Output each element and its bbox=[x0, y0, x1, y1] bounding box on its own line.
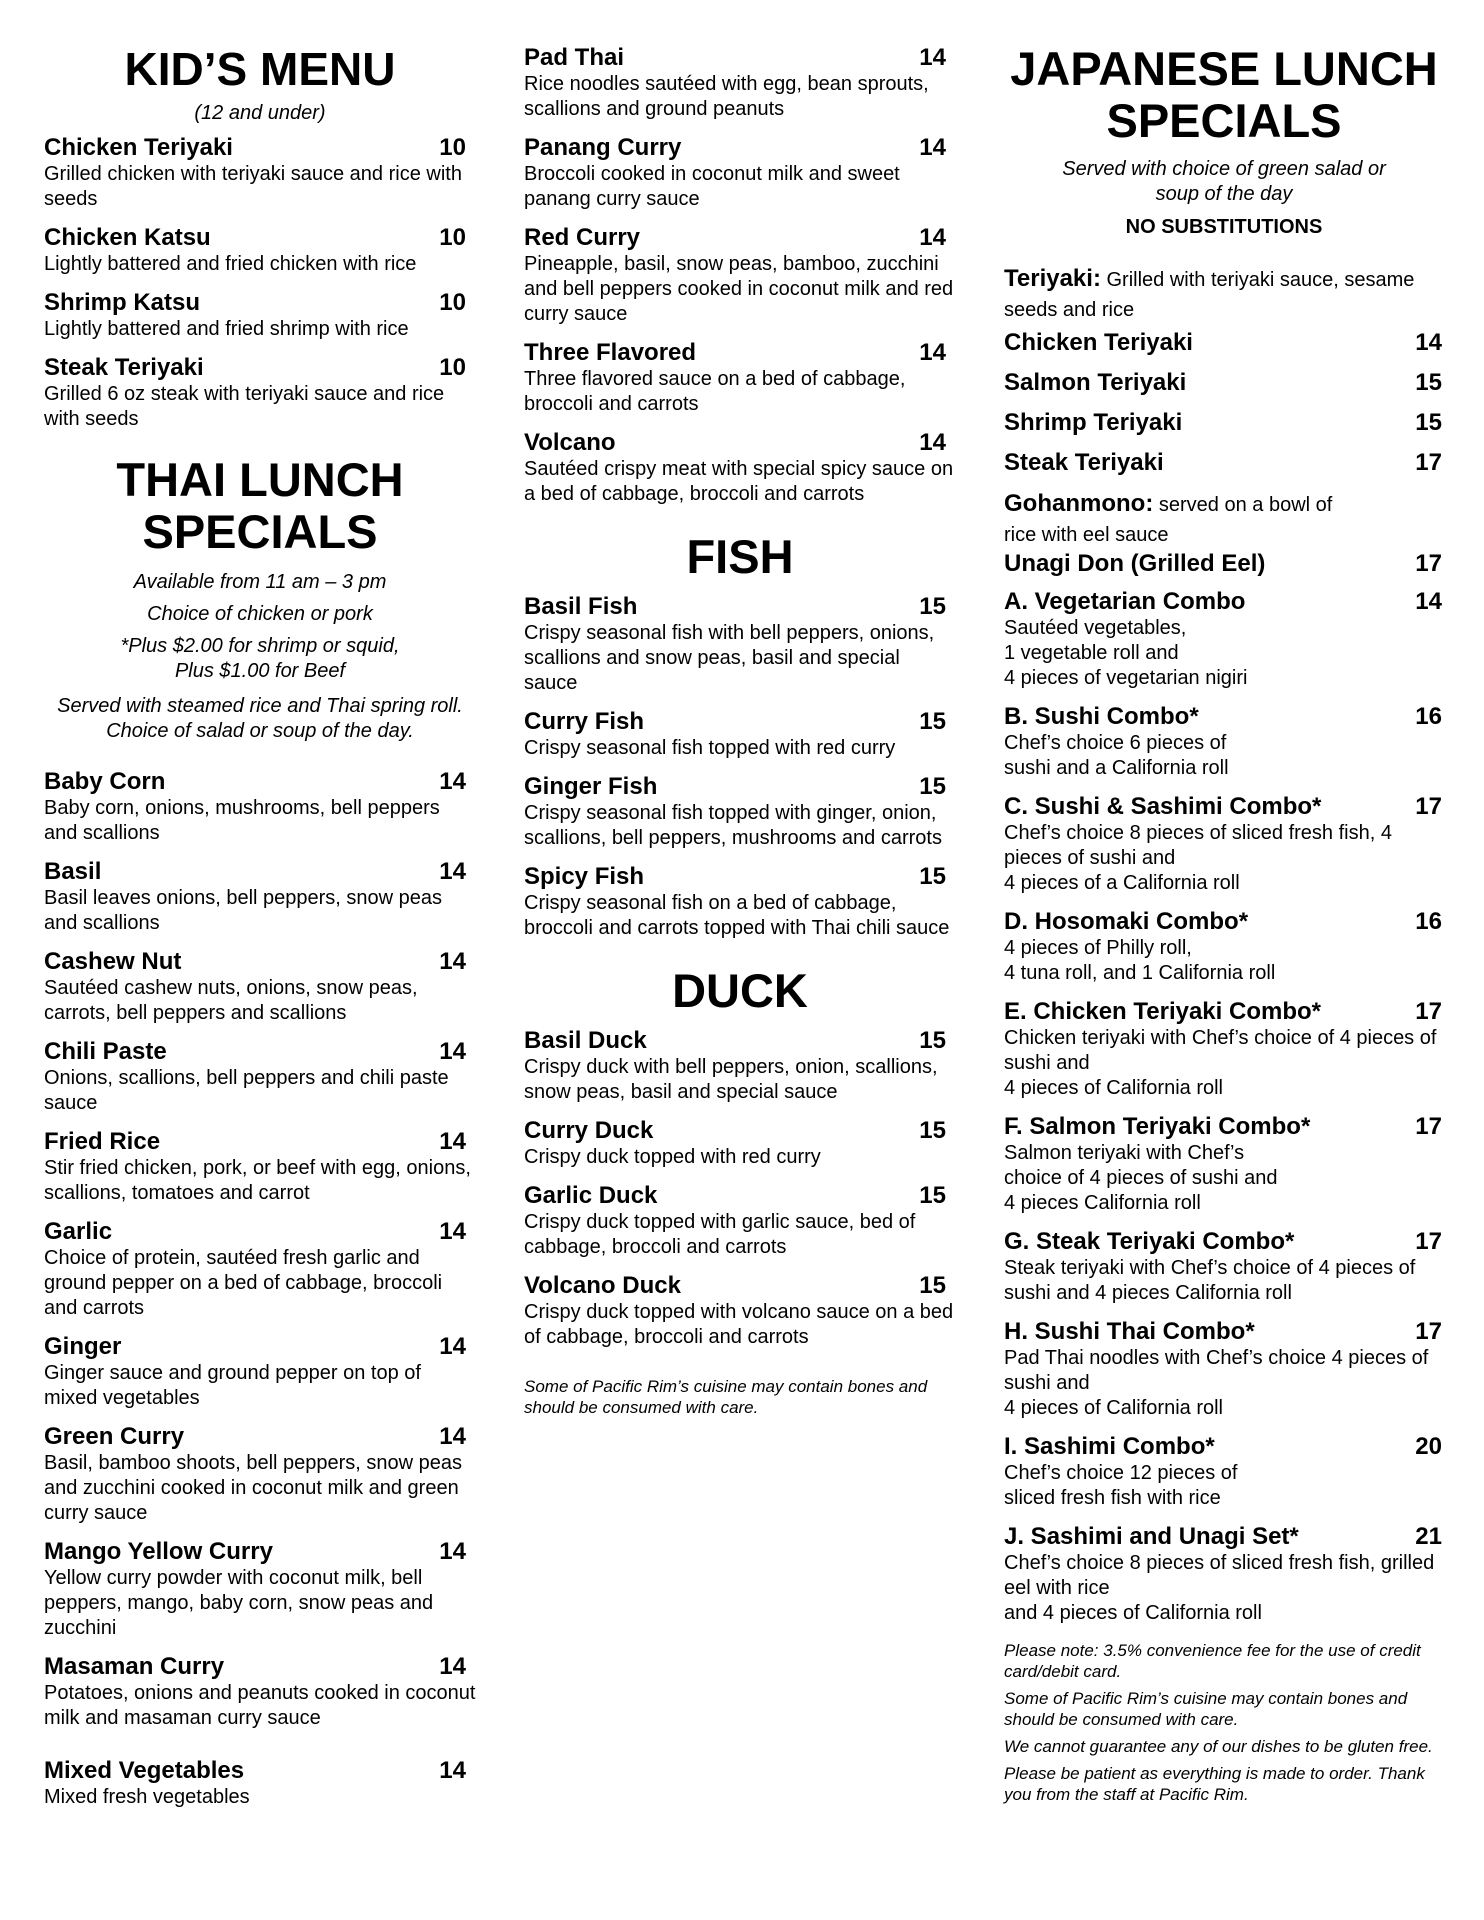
menu-item-description: 4 pieces California roll bbox=[1004, 1192, 1201, 1214]
menu-item-price: 14 bbox=[439, 768, 466, 795]
menu-item-name: Basil Fish bbox=[524, 593, 638, 620]
menu-item-header bbox=[1004, 1318, 1444, 1346]
gohanmono-item-list bbox=[1004, 550, 1444, 578]
menu-item-description: 4 pieces of California roll bbox=[1004, 1077, 1223, 1099]
menu-item-header bbox=[1004, 1113, 1444, 1141]
menu-item-description: Potatoes, onions and peanuts cooked in coconut milk and masaman curry sauce bbox=[44, 1682, 476, 1729]
teriyaki-description: Grilled with teriyaki sauce, sesame seeds and rice bbox=[1004, 269, 1415, 321]
menu-item-description: choice of 4 pieces of sushi and bbox=[1004, 1167, 1278, 1189]
menu-item-description: 4 pieces of vegetarian nigiri bbox=[1004, 667, 1248, 689]
menu-item-price: 14 bbox=[439, 1653, 466, 1680]
menu-item bbox=[1004, 703, 1444, 781]
menu-item-name: Volcano bbox=[524, 429, 616, 456]
menu-item bbox=[524, 1272, 956, 1350]
menu-item-name: Curry Fish bbox=[524, 708, 645, 735]
column-left bbox=[44, 0, 476, 1822]
menu-item-price: 14 bbox=[919, 224, 946, 251]
menu-item-description: Pad Thai noodles with Chef’s choice 4 pieces of sushi and bbox=[1004, 1347, 1429, 1394]
menu-item-price: 15 bbox=[919, 593, 946, 620]
menu-item-description: Steak teriyaki with Chef’s choice of 4 pieces of sushi and 4 pieces California roll bbox=[1004, 1257, 1416, 1304]
menu-item-description: Pineapple, basil, snow peas, bamboo, zucchini and bell peppers cooked in coconut milk and red curry sauce bbox=[524, 253, 954, 325]
menu-item-description: Ginger sauce and ground pepper on top of mixed vegetables bbox=[44, 1362, 421, 1409]
menu-item-name: Mango Yellow Curry bbox=[44, 1538, 273, 1565]
menu-item bbox=[1004, 793, 1444, 896]
menu-item-description: Chef’s choice 8 pieces of sliced fresh fish, grilled eel with rice bbox=[1004, 1552, 1435, 1599]
menu-item-description: Choice of protein, sautéed fresh garlic and ground pepper on a bed of cabbage, broccoli and carrots bbox=[44, 1247, 443, 1319]
menu-item-name: Three Flavored bbox=[524, 339, 697, 366]
menu-item-description: sliced fresh fish with rice bbox=[1004, 1487, 1221, 1509]
menu-item bbox=[1004, 1228, 1444, 1306]
column-right bbox=[1004, 0, 1444, 1811]
menu-item-name: Cashew Nut bbox=[44, 948, 182, 975]
menu-item-price: 15 bbox=[919, 1117, 946, 1144]
menu-item-name: Chicken Katsu bbox=[44, 224, 211, 251]
menu-item bbox=[44, 289, 476, 342]
menu-item-description: Lightly battered and fried shrimp with rice bbox=[44, 318, 409, 340]
menu-item-header bbox=[44, 289, 476, 317]
menu-item-description: Onions, scallions, bell peppers and chili paste sauce bbox=[44, 1067, 449, 1114]
menu-item-header bbox=[524, 44, 956, 72]
menu-item-name: J. Sashimi and Unagi Set* bbox=[1004, 1523, 1299, 1550]
kids-menu-subtitle: (12 and under) bbox=[194, 102, 326, 124]
menu-item-description: 1 vegetable roll and bbox=[1004, 642, 1179, 664]
menu-item-header bbox=[524, 1117, 956, 1145]
menu-item-price: 10 bbox=[439, 289, 466, 316]
menu-item-name: Masaman Curry bbox=[44, 1653, 225, 1680]
menu-item-header bbox=[44, 1333, 476, 1361]
menu-item-name: Pad Thai bbox=[524, 44, 625, 71]
menu-item-header bbox=[44, 224, 476, 252]
menu-item-header bbox=[1004, 793, 1444, 821]
menu-item-price: 16 bbox=[1415, 703, 1442, 730]
menu-item-name: Steak Teriyaki bbox=[1004, 449, 1164, 476]
menu-item-name: Baby Corn bbox=[44, 768, 166, 795]
menu-item-description: Crispy duck with bell peppers, onion, scallions, snow peas, basil and special sauce bbox=[524, 1056, 938, 1103]
menu-item-price: 14 bbox=[919, 44, 946, 71]
japanese-footnotes bbox=[1004, 1640, 1444, 1805]
menu-item-description: Sautéed vegetables, bbox=[1004, 617, 1187, 639]
menu-item bbox=[1004, 409, 1444, 437]
menu-item-name: Green Curry bbox=[44, 1423, 185, 1450]
menu-item-price: 14 bbox=[439, 858, 466, 885]
thai-served-note: Served with steamed rice and Thai spring roll. Choice of salad or soup of the day. bbox=[57, 695, 463, 742]
menu-item-header bbox=[1004, 703, 1444, 731]
menu-item bbox=[44, 1333, 476, 1411]
menu-item-description: Mixed fresh vegetables bbox=[44, 1786, 250, 1808]
menu-item-description: Crispy duck topped with volcano sauce on a bed of cabbage, broccoli and carrots bbox=[524, 1301, 954, 1348]
menu-item-description: Crispy seasonal fish topped with red curry bbox=[524, 737, 896, 759]
menu-item-description: Baby corn, onions, mushrooms, bell peppers and scallions bbox=[44, 797, 440, 844]
menu-item-name: A. Vegetarian Combo bbox=[1004, 588, 1246, 615]
no-substitutions-note: NO SUBSTITUTIONS bbox=[1125, 216, 1323, 238]
menu-item-price: 14 bbox=[439, 1757, 466, 1784]
menu-item bbox=[524, 44, 956, 122]
menu-item-name: Basil Duck bbox=[524, 1027, 647, 1054]
menu-item-header bbox=[524, 773, 956, 801]
gohanmono-label: Gohanmono: bbox=[1004, 490, 1154, 517]
menu-item-name: B. Sushi Combo* bbox=[1004, 703, 1199, 730]
duck-item-list bbox=[524, 1027, 956, 1350]
menu-item-description: Crispy seasonal fish topped with ginger, onion, scallions, bell peppers, mushrooms and carrots bbox=[524, 802, 942, 849]
menu-item-header bbox=[44, 1757, 476, 1785]
menu-item bbox=[1004, 550, 1444, 578]
footnote: Some of Pacific Rim’s cuisine may contain bones and should be consumed with care. bbox=[1004, 1689, 1408, 1729]
menu-item-name: Mixed Vegetables bbox=[44, 1757, 245, 1784]
menu-item bbox=[1004, 998, 1444, 1101]
menu-item-description: Crispy duck topped with red curry bbox=[524, 1146, 821, 1168]
teriyaki-item-list bbox=[1004, 329, 1444, 477]
kids-menu-title: KID’S MENU bbox=[124, 43, 396, 95]
menu-item-description: Grilled 6 oz steak with teriyaki sauce and rice with seeds bbox=[44, 383, 445, 430]
menu-item-name: Basil bbox=[44, 858, 102, 885]
menu-item bbox=[44, 1218, 476, 1321]
menu-item-price: 15 bbox=[1415, 409, 1442, 436]
menu-item-description: Crispy seasonal fish on a bed of cabbage, broccoli and carrots topped with Thai chili sauce bbox=[524, 892, 950, 939]
menu-item-price: 17 bbox=[1415, 550, 1442, 577]
menu-item-description: and 4 pieces of California roll bbox=[1004, 1602, 1262, 1624]
menu-item-name: Curry Duck bbox=[524, 1117, 654, 1144]
menu-item bbox=[44, 1423, 476, 1526]
menu-item-description: 4 pieces of Philly roll, bbox=[1004, 937, 1192, 959]
menu-item-price: 14 bbox=[439, 1128, 466, 1155]
menu-item-header bbox=[524, 1182, 956, 1210]
menu-item-price: 16 bbox=[1415, 908, 1442, 935]
thai-item-list bbox=[44, 768, 476, 1810]
menu-item-header bbox=[1004, 409, 1444, 437]
menu-item bbox=[1004, 588, 1444, 691]
menu-item-header bbox=[524, 708, 956, 736]
menu-item bbox=[44, 1128, 476, 1206]
menu-item bbox=[1004, 1318, 1444, 1421]
menu-item-price: 14 bbox=[439, 1423, 466, 1450]
japanese-title: JAPANESE LUNCH SPECIALS bbox=[1010, 42, 1438, 147]
menu-item bbox=[44, 1757, 476, 1810]
menu-item-header bbox=[1004, 588, 1444, 616]
menu-item-description: Basil leaves onions, bell peppers, snow peas and scallions bbox=[44, 887, 443, 934]
menu-item-name: Shrimp Teriyaki bbox=[1004, 409, 1183, 436]
menu-item-price: 17 bbox=[1415, 998, 1442, 1025]
menu-item bbox=[44, 858, 476, 936]
menu-item-header bbox=[1004, 550, 1444, 578]
menu-item-header bbox=[44, 1423, 476, 1451]
menu-item-description: Sautéed cashew nuts, onions, snow peas, carrots, bell peppers and scallions bbox=[44, 977, 418, 1024]
menu-item-price: 14 bbox=[439, 1218, 466, 1245]
menu-item bbox=[44, 224, 476, 277]
menu-item bbox=[1004, 1433, 1444, 1511]
menu-item-name: Steak Teriyaki bbox=[44, 354, 204, 381]
menu-item-price: 10 bbox=[439, 354, 466, 381]
menu-item-header bbox=[1004, 449, 1444, 477]
menu-item bbox=[44, 768, 476, 846]
menu-item-header bbox=[1004, 329, 1444, 357]
menu-item-price: 21 bbox=[1415, 1523, 1442, 1550]
menu-item-name: G. Steak Teriyaki Combo* bbox=[1004, 1228, 1295, 1255]
menu-item-name: Red Curry bbox=[524, 224, 641, 251]
menu-item bbox=[44, 354, 476, 432]
menu-item-price: 14 bbox=[439, 948, 466, 975]
menu-item-price: 14 bbox=[919, 429, 946, 456]
gohanmono-category bbox=[1004, 489, 1444, 550]
menu-item bbox=[1004, 449, 1444, 477]
menu-item-description: Stir fried chicken, pork, or beef with egg, onions, scallions, tomatoes and carrot bbox=[44, 1157, 471, 1204]
menu-item-price: 17 bbox=[1415, 793, 1442, 820]
menu-item-header bbox=[524, 863, 956, 891]
menu-item-description: Rice noodles sautéed with egg, bean sprouts, scallions and ground peanuts bbox=[524, 73, 929, 120]
menu-item-price: 20 bbox=[1415, 1433, 1442, 1460]
menu-item-header bbox=[1004, 1523, 1444, 1551]
menu-item-header bbox=[1004, 369, 1444, 397]
menu-item bbox=[524, 1182, 956, 1260]
menu-item bbox=[524, 134, 956, 212]
menu-item bbox=[524, 708, 956, 761]
thai-surcharge-note: *Plus $2.00 for shrimp or squid, Plus $1.00 for Beef bbox=[120, 635, 400, 682]
menu-item-description: Lightly battered and fried chicken with rice bbox=[44, 253, 417, 275]
duck-title: DUCK bbox=[672, 964, 808, 1017]
menu-item-header bbox=[1004, 998, 1444, 1026]
menu-item-price: 15 bbox=[919, 1182, 946, 1209]
menu-item bbox=[524, 1117, 956, 1170]
fish-title: FISH bbox=[686, 530, 794, 583]
menu-item-price: 15 bbox=[1415, 369, 1442, 396]
menu-item-header bbox=[44, 1128, 476, 1156]
menu-item bbox=[524, 429, 956, 507]
thai-hours-note: Available from 11 am – 3 pm bbox=[133, 571, 387, 593]
menu-item-description: Chef’s choice 8 pieces of sliced fresh fish, 4 pieces of sushi and bbox=[1004, 822, 1392, 869]
menu-item-description: sushi and a California roll bbox=[1004, 757, 1229, 779]
menu-item-name: Chili Paste bbox=[44, 1038, 167, 1065]
menu-item-price: 15 bbox=[919, 1272, 946, 1299]
menu-item-price: 14 bbox=[919, 134, 946, 161]
menu-item-price: 14 bbox=[1415, 329, 1442, 356]
menu-item-description: 4 pieces of a California roll bbox=[1004, 872, 1240, 894]
menu-item-price: 14 bbox=[919, 339, 946, 366]
teriyaki-category bbox=[1004, 264, 1444, 325]
footnote: We cannot guarantee any of our dishes to be gluten free. bbox=[1004, 1737, 1433, 1756]
menu-item-name: Chicken Teriyaki bbox=[1004, 329, 1193, 356]
menu-item-name: Volcano Duck bbox=[524, 1272, 681, 1299]
menu-item bbox=[44, 134, 476, 212]
menu-item-description: Crispy seasonal fish with bell peppers, onions, scallions and snow peas, basil and special sauce bbox=[524, 622, 935, 694]
menu-item-name: E. Chicken Teriyaki Combo* bbox=[1004, 998, 1321, 1025]
menu-item-name: Salmon Teriyaki bbox=[1004, 369, 1187, 396]
kids-item-list bbox=[44, 134, 476, 432]
combo-item-list bbox=[1004, 588, 1444, 1626]
menu-item bbox=[1004, 369, 1444, 397]
thai-item-list-continued bbox=[524, 44, 956, 507]
menu-item-price: 14 bbox=[439, 1333, 466, 1360]
thai-title: THAI LUNCH SPECIALS bbox=[116, 453, 404, 558]
menu-item-price: 10 bbox=[439, 224, 466, 251]
menu-item bbox=[1004, 329, 1444, 357]
menu-item-header bbox=[44, 948, 476, 976]
menu-item-header bbox=[44, 354, 476, 382]
menu-item-description: Yellow curry powder with coconut milk, bell peppers, mango, baby corn, snow peas and zucchini bbox=[44, 1567, 434, 1639]
menu-item-header bbox=[524, 1272, 956, 1300]
menu-item-header bbox=[524, 224, 956, 252]
menu-item bbox=[1004, 1523, 1444, 1626]
menu-item-price: 15 bbox=[919, 863, 946, 890]
menu-item-header bbox=[44, 1538, 476, 1566]
menu-item bbox=[524, 773, 956, 851]
menu-item-name: Garlic bbox=[44, 1218, 113, 1245]
menu-item bbox=[44, 948, 476, 1026]
menu-item-description: Basil, bamboo shoots, bell peppers, snow peas and zucchini cooked in coconut milk and green curry sauce bbox=[44, 1452, 463, 1524]
menu-item-header bbox=[1004, 908, 1444, 936]
menu-item bbox=[524, 224, 956, 327]
column-middle bbox=[524, 0, 956, 1418]
menu-item-description: Chef’s choice 12 pieces of bbox=[1004, 1462, 1238, 1484]
menu-item bbox=[524, 1027, 956, 1105]
menu-item-name: F. Salmon Teriyaki Combo* bbox=[1004, 1113, 1311, 1140]
menu-item-price: 17 bbox=[1415, 1113, 1442, 1140]
menu-item-description: 4 pieces of California roll bbox=[1004, 1397, 1223, 1419]
menu-item-name: C. Sushi & Sashimi Combo* bbox=[1004, 793, 1322, 820]
menu-item-description: Three flavored sauce on a bed of cabbage, broccoli and carrots bbox=[524, 368, 906, 415]
menu-item-price: 10 bbox=[439, 134, 466, 161]
menu-item bbox=[524, 863, 956, 941]
menu-item-header bbox=[44, 1653, 476, 1681]
menu-item-name: Unagi Don (Grilled Eel) bbox=[1004, 550, 1266, 577]
menu-item-header bbox=[44, 1218, 476, 1246]
menu-item-header bbox=[524, 339, 956, 367]
menu-item-description: Salmon teriyaki with Chef’s bbox=[1004, 1142, 1245, 1164]
menu-item-price: 14 bbox=[439, 1538, 466, 1565]
menu-item-name: D. Hosomaki Combo* bbox=[1004, 908, 1249, 935]
menu-item-price: 14 bbox=[439, 1038, 466, 1065]
menu-item bbox=[44, 1038, 476, 1116]
teriyaki-label: Teriyaki: bbox=[1004, 265, 1101, 292]
menu-item bbox=[1004, 908, 1444, 986]
menu-item bbox=[524, 593, 956, 696]
menu-item-description: Chef’s choice 6 pieces of bbox=[1004, 732, 1227, 754]
menu-item-price: 14 bbox=[1415, 588, 1442, 615]
menu-item-price: 15 bbox=[919, 708, 946, 735]
menu-item-name: Ginger bbox=[44, 1333, 122, 1360]
menu-item bbox=[44, 1653, 476, 1731]
menu-item-description: Broccoli cooked in coconut milk and sweet panang curry sauce bbox=[524, 163, 900, 210]
menu-item bbox=[1004, 1113, 1444, 1216]
menu-item-name: I. Sashimi Combo* bbox=[1004, 1433, 1215, 1460]
fish-item-list bbox=[524, 593, 956, 941]
menu-item-description: Grilled chicken with teriyaki sauce and rice with seeds bbox=[44, 163, 462, 210]
menu-item-header bbox=[524, 429, 956, 457]
gohanmono-description: served on a bowl of rice with eel sauce bbox=[1004, 494, 1333, 546]
menu-item-name: Chicken Teriyaki bbox=[44, 134, 233, 161]
menu-item bbox=[44, 1538, 476, 1641]
menu-item-price: 17 bbox=[1415, 1228, 1442, 1255]
menu-item-header bbox=[44, 1038, 476, 1066]
menu-item-name: Spicy Fish bbox=[524, 863, 645, 890]
menu-item-header bbox=[1004, 1228, 1444, 1256]
menu-item-header bbox=[524, 1027, 956, 1055]
menu-item-name: Panang Curry bbox=[524, 134, 682, 161]
menu-item-description: 4 tuna roll, and 1 California roll bbox=[1004, 962, 1276, 984]
menu-item-price: 15 bbox=[919, 1027, 946, 1054]
menu-item-price: 17 bbox=[1415, 449, 1442, 476]
menu-item-description: Chicken teriyaki with Chef’s choice of 4 pieces of sushi and bbox=[1004, 1027, 1437, 1074]
menu-item-name: Ginger Fish bbox=[524, 773, 658, 800]
menu-item-description: Sautéed crispy meat with special spicy sauce on a bed of cabbage, broccoli and carrots bbox=[524, 458, 954, 505]
footnote: Please note: 3.5% convenience fee for the use of credit card/debit card. bbox=[1004, 1641, 1421, 1681]
footnote: Please be patient as everything is made to order. Thank you from the staff at Pacific Rim. bbox=[1004, 1764, 1425, 1804]
menu-item-header bbox=[44, 858, 476, 886]
japanese-served-note: Served with choice of green salad or soup of the day bbox=[1062, 158, 1386, 205]
menu-item-price: 15 bbox=[919, 773, 946, 800]
menu-item-price: 17 bbox=[1415, 1318, 1442, 1345]
menu-item bbox=[524, 339, 956, 417]
menu-item-header bbox=[524, 134, 956, 162]
menu-item-header bbox=[1004, 1433, 1444, 1461]
menu-item-header bbox=[524, 593, 956, 621]
menu-item-description: Crispy duck topped with garlic sauce, bed of cabbage, broccoli and carrots bbox=[524, 1211, 916, 1258]
menu-item-name: Fried Rice bbox=[44, 1128, 161, 1155]
menu-item-name: H. Sushi Thai Combo* bbox=[1004, 1318, 1255, 1345]
thai-choice-note: Choice of chicken or pork bbox=[147, 603, 373, 625]
menu-item-header bbox=[44, 134, 476, 162]
duck-footnote: Some of Pacific Rim’s cuisine may contain bones and should be consumed with care. bbox=[524, 1377, 928, 1417]
menu-item-name: Shrimp Katsu bbox=[44, 289, 201, 316]
menu-item-header bbox=[44, 768, 476, 796]
menu-item-name: Garlic Duck bbox=[524, 1182, 658, 1209]
